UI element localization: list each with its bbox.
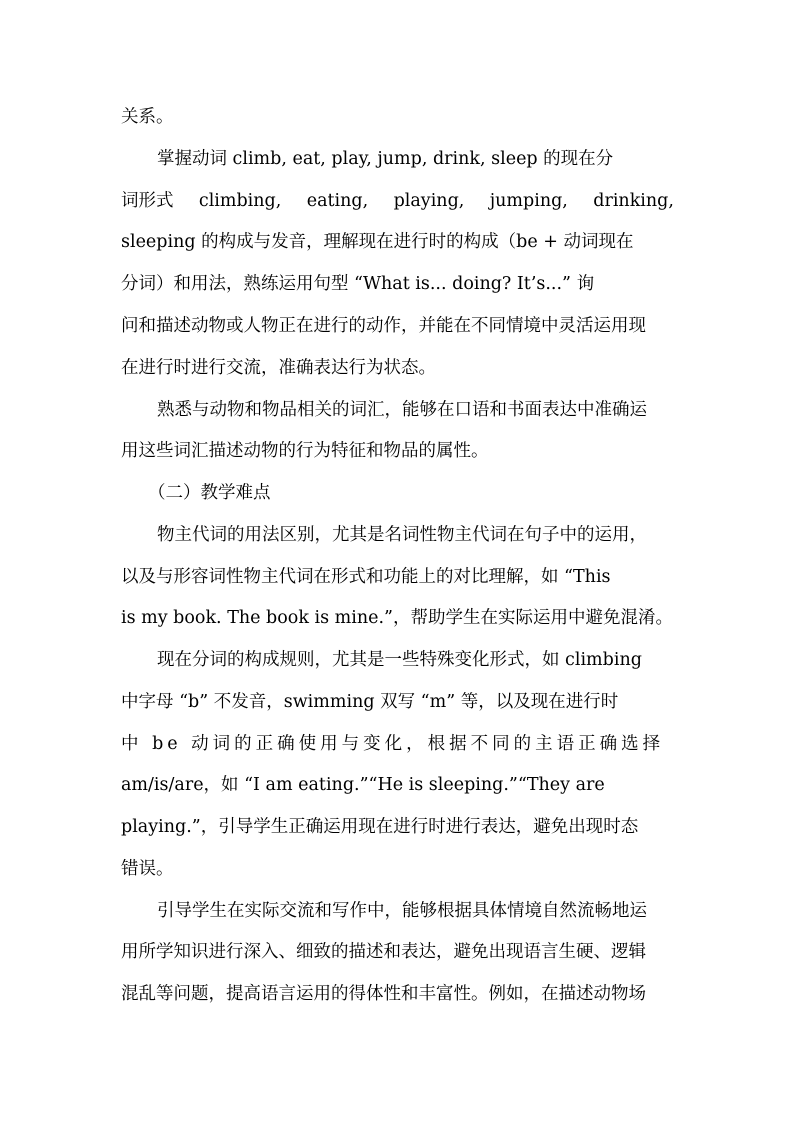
- text-line: 用所学知识进行深入、细致的描述和表达，避免出现语言生硬、逻辑: [121, 942, 646, 962]
- text-line: 中 be 动词的正确使用与变化，根据不同的主语正确选择: [121, 734, 665, 754]
- text-line: 在进行时进行交流，准确表达行为状态。: [121, 358, 436, 378]
- text-fragment: playing,: [393, 191, 465, 211]
- text-line: sleeping 的构成与发音，理解现在进行时的构成（be + 动词现在: [121, 232, 634, 252]
- text-line: 用这些词汇描述动物的行为特征和物品的属性。: [121, 441, 489, 461]
- text-line: 熟悉与动物和物品相关的词汇，能够在口语和书面表达中准确运: [157, 400, 647, 420]
- text-line: 关系。: [121, 107, 174, 127]
- text-line: 问和描述动物或人物正在进行的动作，并能在不同情境中灵活运用现: [121, 316, 646, 336]
- text-fragment: climbing,: [198, 191, 282, 211]
- text-line: 引导学生在实际交流和写作中，能够根据具体情境自然流畅地运: [157, 901, 647, 921]
- text-line: playing.”，引导学生正确运用现在进行时进行表达，避免出现时态: [121, 817, 639, 837]
- text-line: 错误。: [121, 859, 174, 879]
- section-heading: （二）教学难点: [148, 483, 271, 503]
- text-line: 分词）和用法，熟练运用句型 “What is... doing? It’s...” 询: [121, 274, 595, 294]
- text-fragment: 词形式: [121, 191, 174, 211]
- text-line: is my book. The book is mine.”，帮助学生在实际运用中避免混淆。: [121, 608, 673, 628]
- text-fragment: drinking,: [593, 191, 674, 211]
- text-fragment: eating,: [306, 191, 369, 211]
- text-line: 物主代词的用法区别，尤其是名词性物主代词在句子中的运用，: [157, 525, 647, 545]
- text-line: 以及与形容词性物主代词在形式和功能上的对比理解，如 “This: [121, 567, 611, 587]
- text-fragment: jumping,: [489, 191, 568, 211]
- text-line: 中字母 “b” 不发音，swimming 双写 “m” 等，以及现在进行时: [121, 692, 619, 712]
- text-line: 掌握动词 climb, eat, play, jump, drink, sleep 的现在分: [157, 149, 614, 169]
- text-line: am/is/are，如 “I am eating.”“He is sleeping.”“They are: [121, 775, 605, 795]
- text-line: 混乱等问题，提高语言运用的得体性和丰富性。例如，在描述动物场: [121, 984, 646, 1004]
- text-line: 现在分词的构成规则，尤其是一些特殊变化形式，如 climbing: [157, 650, 642, 670]
- text-line: [121, 190, 674, 212]
